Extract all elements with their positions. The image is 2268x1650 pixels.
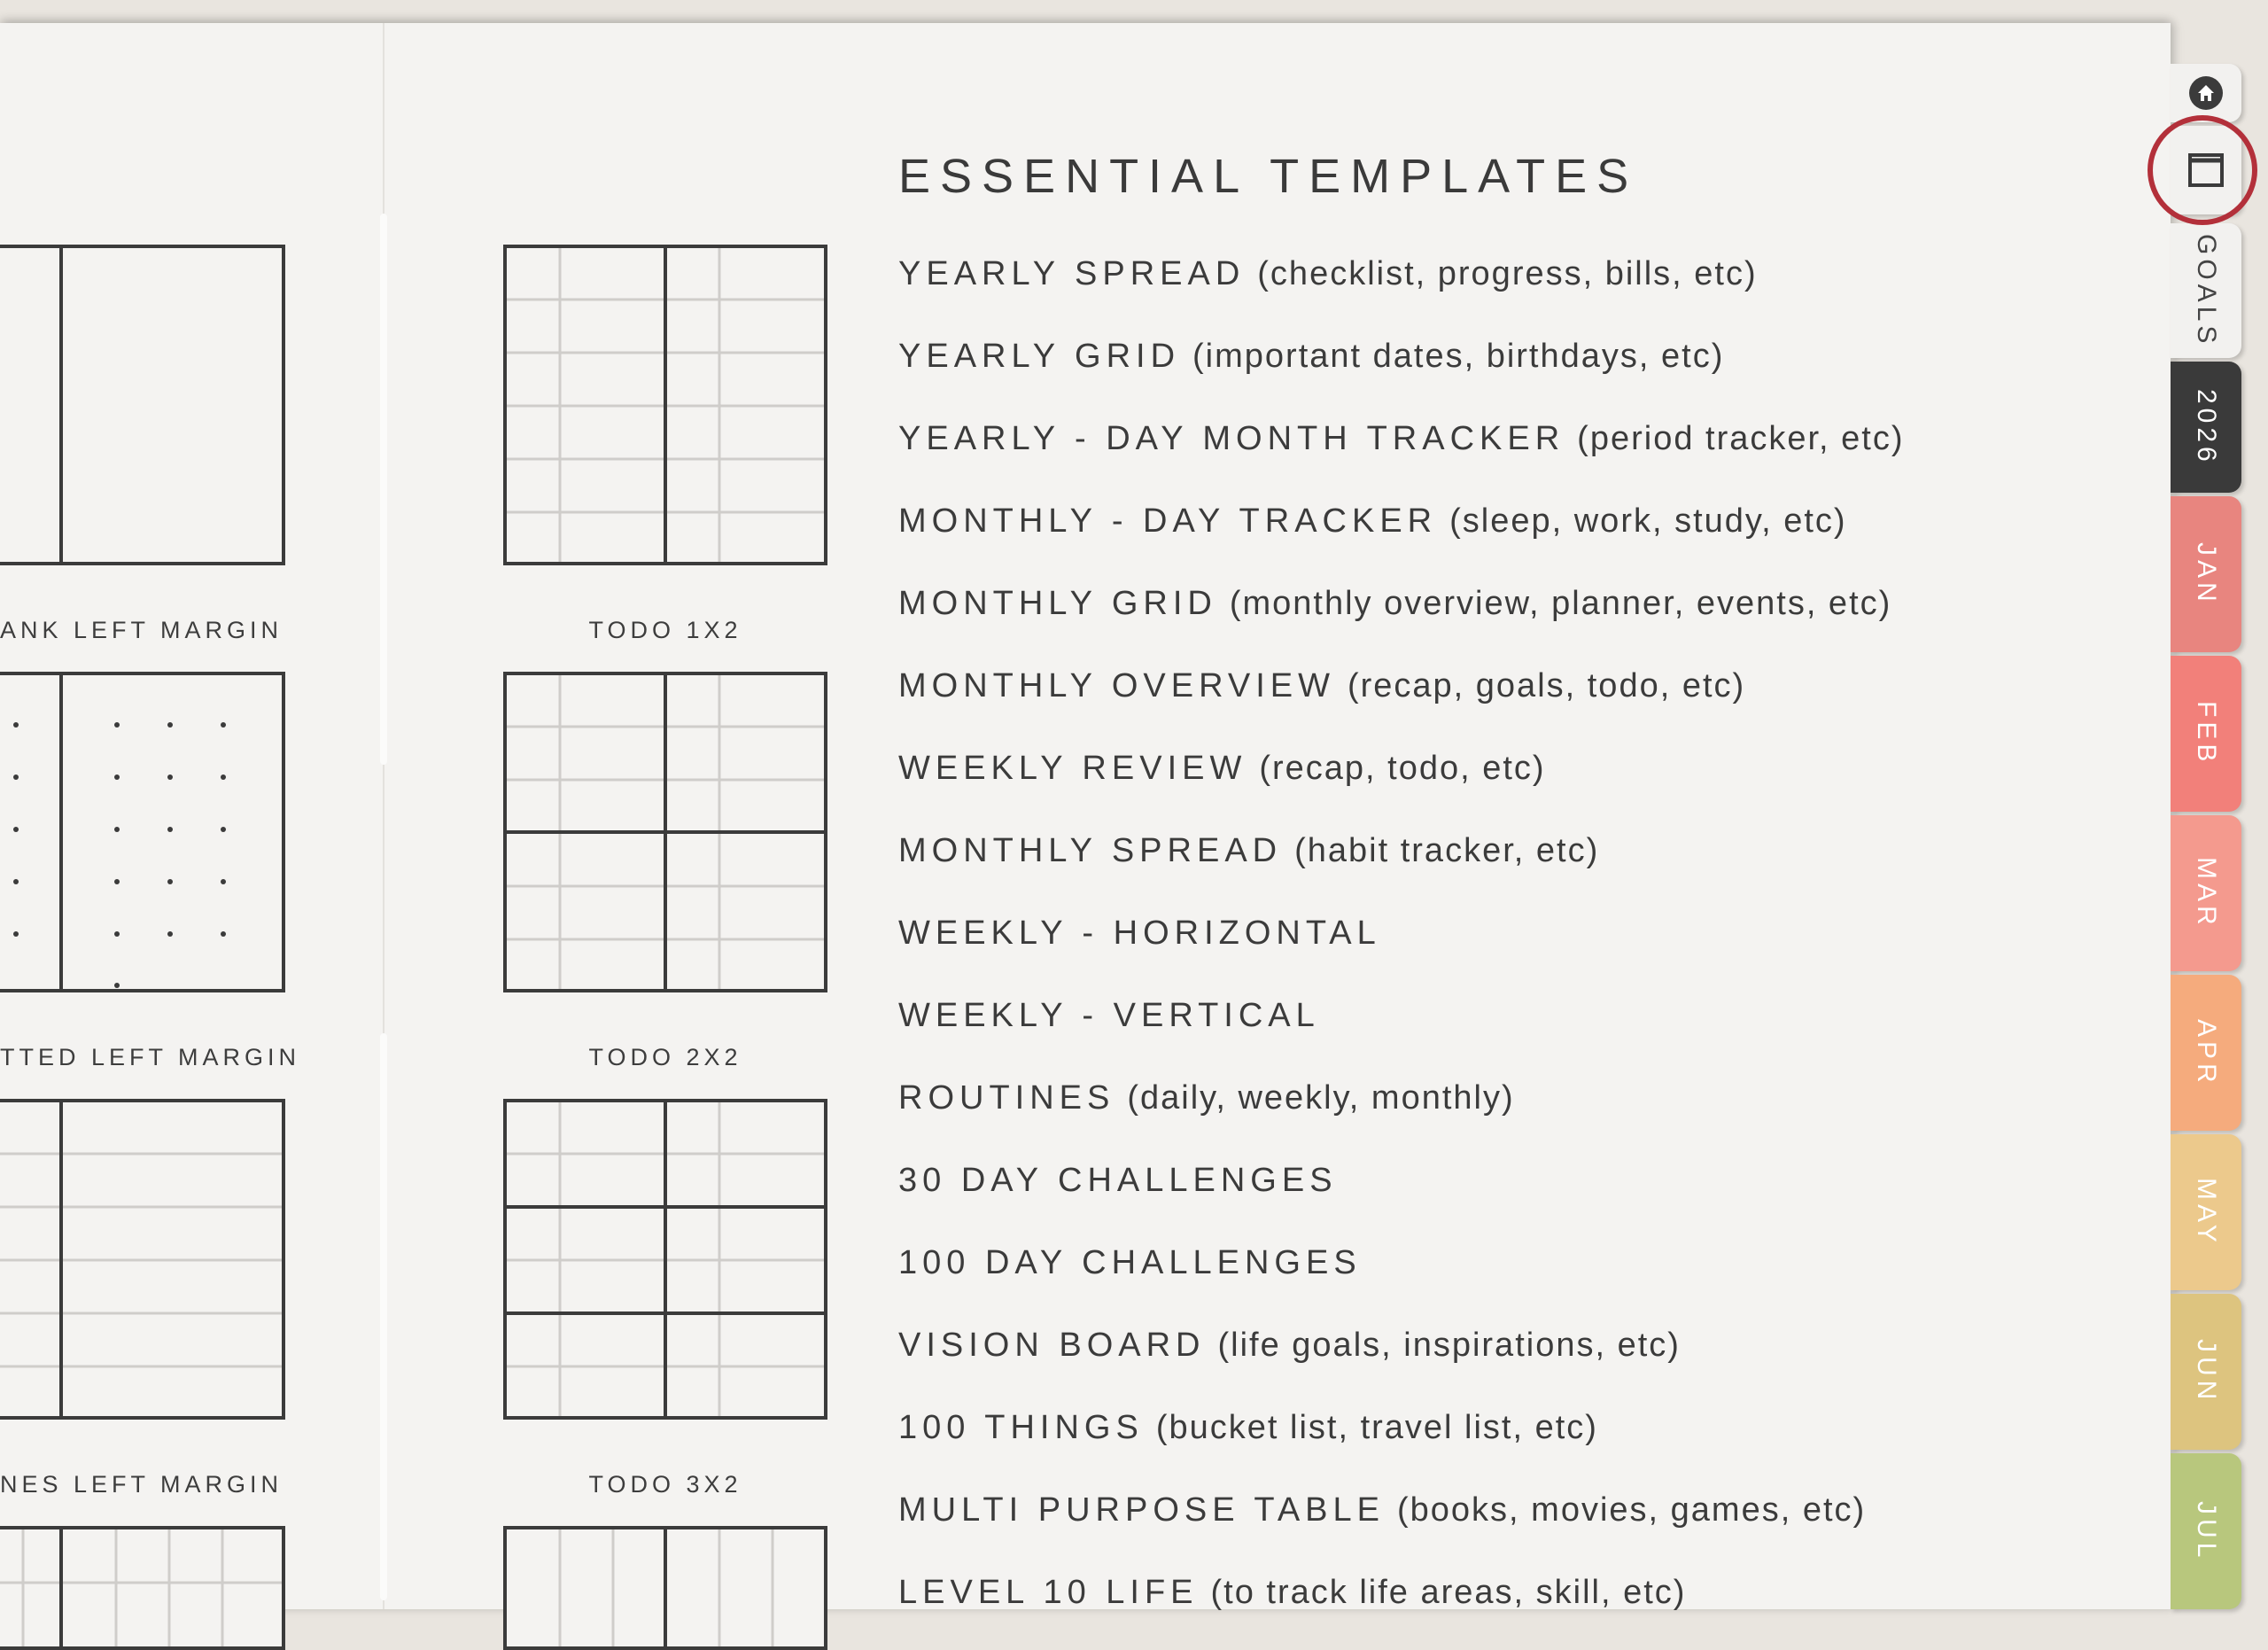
template-link-monthly-grid[interactable]: [898, 585, 1891, 623]
template-link-vision-board[interactable]: [898, 1327, 1681, 1365]
template-link-label: YEARLY GRID: [898, 338, 1181, 375]
tab-may[interactable]: [2171, 1134, 2241, 1290]
template-link-label: YEARLY SPREAD: [898, 255, 1246, 292]
tab-feb[interactable]: [2171, 656, 2241, 812]
template-link-description: (recap, goals, todo, etc): [1347, 667, 1746, 704]
template-link-description: (daily, weekly, monthly): [1127, 1079, 1515, 1117]
template-link-monthly-day-tracker[interactable]: [898, 502, 1847, 541]
thumbnail-grid: [507, 1102, 824, 1416]
template-caption: TODO 3X2: [588, 1471, 742, 1498]
template-caption: NES LEFT MARGIN: [0, 1471, 284, 1498]
template-link-weekly-review[interactable]: [898, 750, 1546, 788]
tab-label: JAN: [2192, 542, 2221, 606]
template-link-description: (habit tracker, etc): [1294, 832, 1600, 869]
template-link-level-10-life[interactable]: [898, 1574, 1686, 1612]
tab-goals[interactable]: [2171, 223, 2241, 358]
tab-label: 2026: [2192, 388, 2221, 466]
highlight-ring: [2148, 115, 2257, 225]
template-link-description: (sleep, work, study, etc): [1449, 502, 1847, 540]
page-title: ESSENTIAL TEMPLATES: [898, 150, 1639, 203]
template-dotted-left-margin-thumbnail[interactable]: [0, 672, 285, 992]
template-link-description: (books, movies, games, etc): [1397, 1491, 1867, 1529]
template-link-label: WEEKLY - HORIZONTAL: [898, 915, 1381, 952]
template-link-label: ROUTINES: [898, 1079, 1115, 1117]
template-blank-left-margin-thumbnail[interactable]: [0, 245, 285, 565]
tab-label: FEB: [2192, 701, 2221, 767]
thumbnail-grid: [507, 675, 824, 989]
tab-label: JUN: [2192, 1339, 2221, 1405]
template-link-label: 100 THINGS: [898, 1409, 1144, 1446]
template-link-yearly-spread[interactable]: [898, 255, 1758, 293]
template-link-label: MULTI PURPOSE TABLE: [898, 1491, 1385, 1529]
template-link-weekly-horizontal[interactable]: [898, 915, 1394, 953]
template-link-100-things[interactable]: [898, 1409, 1598, 1447]
template-link-label: MONTHLY - DAY TRACKER: [898, 502, 1438, 540]
tab-mar[interactable]: [2171, 815, 2241, 971]
planner-page: [0, 23, 2171, 1609]
template-link-yearly-day-month-tracker[interactable]: [898, 420, 1905, 458]
tab-label: MAR: [2192, 857, 2221, 930]
template-caption: TODO 1X2: [588, 617, 742, 643]
tab-apr[interactable]: [2171, 975, 2241, 1131]
template-link-label: 100 DAY CHALLENGES: [898, 1244, 1362, 1281]
template-link-label: WEEKLY - VERTICAL: [898, 997, 1320, 1034]
template-link-label: 30 DAY CHALLENGES: [898, 1162, 1338, 1199]
template-link-label: YEARLY - DAY MONTH TRACKER: [898, 420, 1565, 457]
thumbnail-lines: [0, 1102, 282, 1416]
template-link-label: MONTHLY GRID: [898, 585, 1217, 622]
template-link-description: (bucket list, travel list, etc): [1155, 1409, 1598, 1446]
section-tab-bar: [2171, 0, 2268, 1609]
template-link-description: (period tracker, etc): [1577, 420, 1905, 457]
template-link-label: LEVEL 10 LIFE: [898, 1574, 1199, 1611]
template-todo-1x2-thumbnail[interactable]: [503, 245, 827, 565]
template-link-routines[interactable]: [898, 1079, 1515, 1117]
template-link-weekly-vertical[interactable]: [898, 997, 1332, 1035]
template-link-description: (to track life areas, skill, etc): [1210, 1574, 1687, 1611]
template-link-100-day-challenges[interactable]: [898, 1244, 1374, 1282]
thumbnail-dots: [0, 675, 282, 989]
thumbnail-lines: [0, 248, 282, 562]
page-fold-highlight: [380, 1033, 387, 1600]
template-link-label: MONTHLY OVERVIEW: [898, 667, 1335, 704]
home-tab[interactable]: [2171, 64, 2241, 122]
template-link-description: (monthly overview, planner, events, etc): [1229, 585, 1892, 622]
template-link-30-day-challenges[interactable]: [898, 1162, 1350, 1200]
home-icon: [2188, 75, 2224, 111]
template-link-monthly-overview[interactable]: [898, 667, 1745, 705]
page-fold-highlight: [380, 214, 387, 765]
template-link-description: (life goals, inspirations, etc): [1217, 1327, 1681, 1364]
template-caption: TTED LEFT MARGIN: [0, 1044, 301, 1070]
template-link-label: WEEKLY REVIEW: [898, 750, 1247, 787]
template-todo-thumbnail[interactable]: [503, 1526, 827, 1650]
thumbnail-grid: [0, 1529, 282, 1646]
thumbnail-grid: [507, 248, 824, 562]
template-todo-3x2-thumbnail[interactable]: [503, 1099, 827, 1420]
template-link-description: (important dates, birthdays, etc): [1192, 338, 1725, 375]
tab-label: APR: [2192, 1018, 2221, 1087]
thumbnail-grid: [507, 1529, 824, 1646]
template-lines-left-margin-thumbnail[interactable]: [0, 1099, 285, 1420]
template-link-multi-purpose-table[interactable]: [898, 1491, 1866, 1529]
template-grid-left-margin-thumbnail[interactable]: [0, 1526, 285, 1650]
template-link-label: MONTHLY SPREAD: [898, 832, 1283, 869]
template-link-description: (checklist, progress, bills, etc): [1257, 255, 1758, 292]
template-todo-2x2-thumbnail[interactable]: [503, 672, 827, 992]
template-link-monthly-spread[interactable]: [898, 832, 1599, 870]
tab-2026[interactable]: [2171, 362, 2241, 493]
tab-jan[interactable]: [2171, 496, 2241, 652]
template-link-label: VISION BOARD: [898, 1327, 1206, 1364]
tab-label: MAY: [2192, 1178, 2221, 1247]
template-caption: ANK LEFT MARGIN: [0, 617, 284, 643]
tab-label: JUL: [2192, 1500, 2221, 1562]
tab-label: GOALS: [2192, 233, 2221, 348]
template-link-yearly-grid[interactable]: [898, 338, 1724, 376]
template-caption: TODO 2X2: [588, 1044, 742, 1070]
tab-jul[interactable]: [2171, 1453, 2241, 1609]
template-link-description: (recap, todo, etc): [1259, 750, 1546, 787]
tab-jun[interactable]: [2171, 1294, 2241, 1450]
